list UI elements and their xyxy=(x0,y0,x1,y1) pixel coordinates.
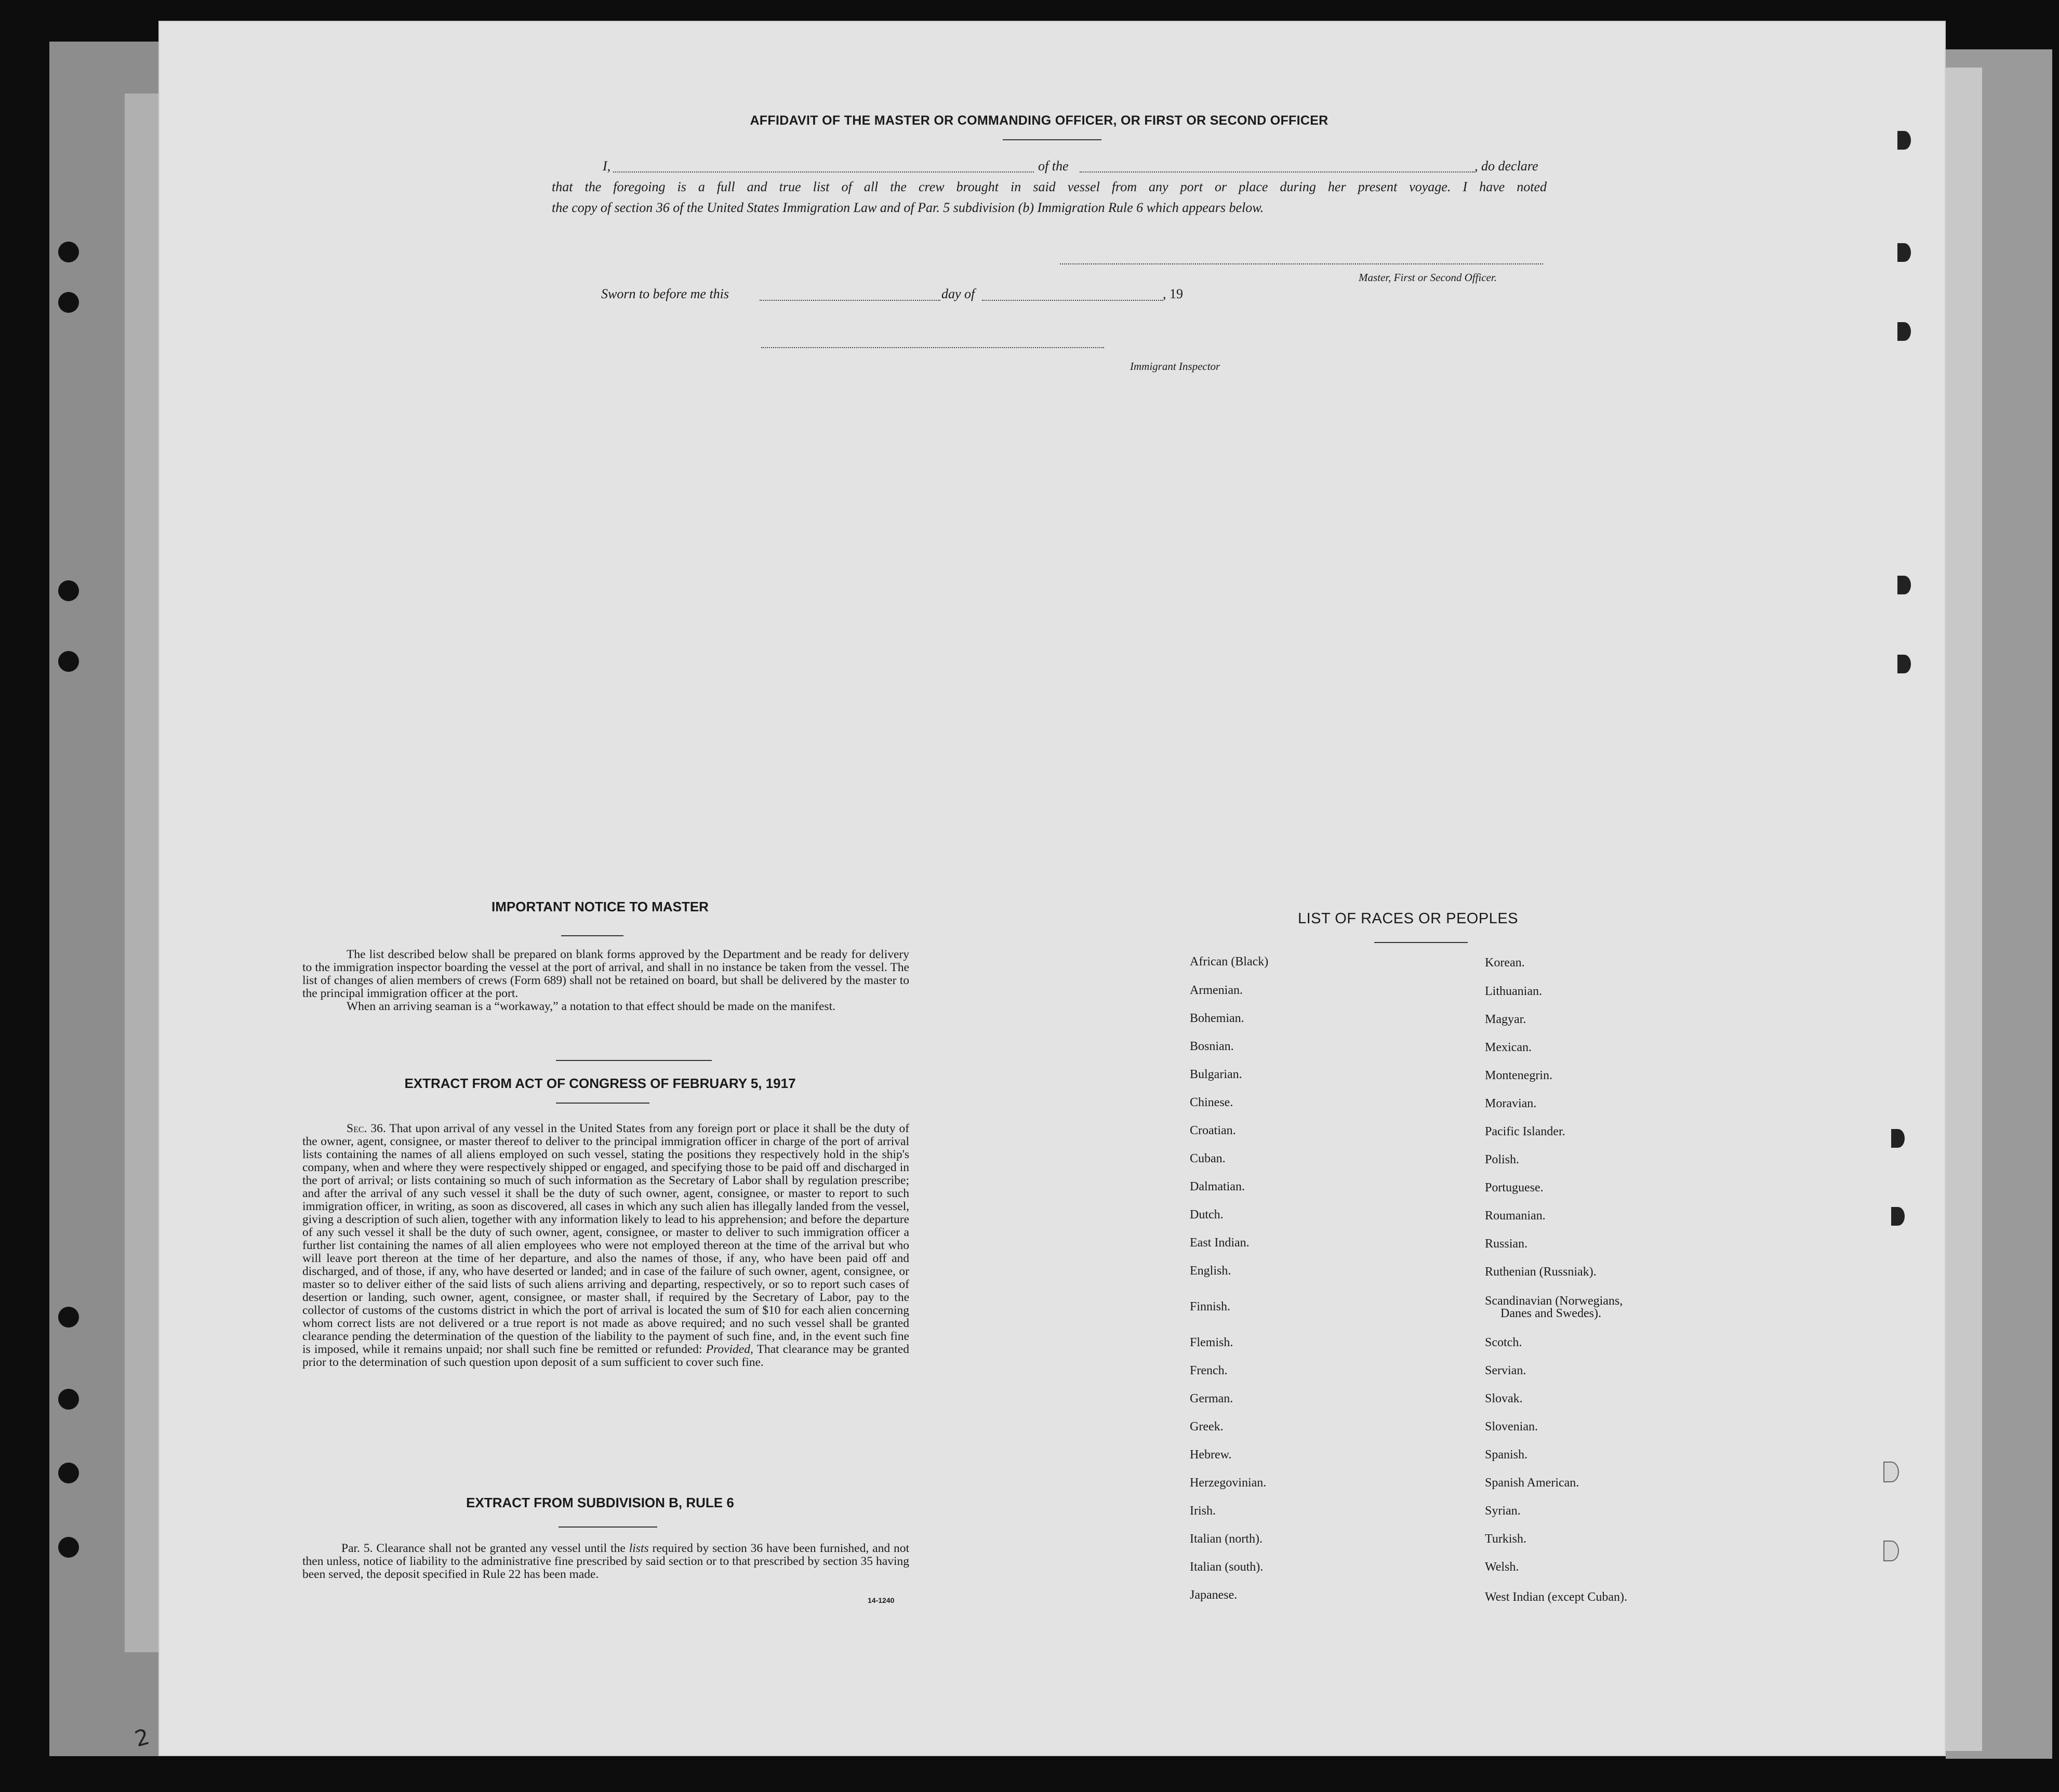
punch-hole xyxy=(1891,1129,1905,1148)
section-36-end: That clearance may be granted prior to the determination of such question upon deposit of a sum sufficient to cover such fine. xyxy=(302,1343,910,1369)
extract-rule-body xyxy=(302,1542,909,1581)
race-item: Italian (north). xyxy=(1190,1532,1263,1546)
punch-hole xyxy=(1897,243,1911,262)
master-name-line xyxy=(613,171,1034,172)
punch-hole xyxy=(1883,1541,1899,1561)
race-item: Bohemian. xyxy=(1190,1012,1244,1025)
race-item: Slovenian. xyxy=(1485,1420,1538,1433)
race-item: Herzegovinian. xyxy=(1190,1476,1267,1490)
punch-hole xyxy=(58,1537,79,1558)
scan-right-edge-inner xyxy=(1946,68,1982,1751)
extract-act-title: EXTRACT FROM ACT OF CONGRESS OF FEBRUARY 5, 1917 xyxy=(404,1076,796,1091)
affidavit-line-3: the copy of section 36 of the United States Immigration Law and of Par. 5 subdivision (b) Immigration Rule 6 which appears below. xyxy=(552,200,1264,215)
punch-hole xyxy=(58,1389,79,1410)
race-item: African (Black) xyxy=(1190,955,1269,968)
race-item: Magyar. xyxy=(1485,1013,1526,1026)
race-item: Dalmatian. xyxy=(1190,1180,1245,1193)
punch-hole xyxy=(1897,655,1911,673)
race-item: Slovak. xyxy=(1485,1392,1523,1405)
section-36-text xyxy=(302,1122,909,1369)
affidavit-declare-label: , do declare xyxy=(1474,158,1538,174)
race-item: Bosnian. xyxy=(1190,1040,1234,1053)
master-signature-line xyxy=(1060,263,1543,264)
inspector-signature-line xyxy=(761,347,1104,348)
margin-pencil-mark: 2 xyxy=(132,1723,152,1752)
sworn-day-line xyxy=(760,300,940,301)
affidavit-of-the-label: of the xyxy=(1038,158,1069,174)
rule-6-text xyxy=(302,1542,909,1581)
race-item: Mexican. xyxy=(1485,1041,1532,1054)
affidavit-line-2: that the foregoing is a full and true list of all the crew brought in said vessel from any port or place during her present voyage. I have noted xyxy=(552,179,1547,194)
extract-act-body xyxy=(302,1122,909,1369)
race-item: Polish. xyxy=(1485,1153,1520,1166)
punch-hole xyxy=(58,651,79,672)
race-item: Ruthenian (Russniak). xyxy=(1485,1265,1597,1279)
punch-hole xyxy=(58,292,79,313)
title-divider xyxy=(1003,139,1101,140)
race-item: Finnish. xyxy=(1190,1300,1231,1313)
section-36-body: That upon arrival of any vessel in the United States from any foreign port or place it shall be the duty of the owner, agent, consignee, or master thereof to deliver to the principal immigration officer in charge of the port of arrival lists containing the names of all aliens employed on such vessel, stating the positions they respectively hold in the ship's company, when and where they were respectively shipped or engaged, and specifying those to be paid off and discharged in the port of arrival; or lists containing so much of such information as the Secretary of Labor shall by regulation prescribe; and after the arrival of any such vessel it shall be the duty of such owner, agent, consignee, or master to report to such immigration officer, in writing, as soon as discovered, all cases in which any such alien has illegally landed from the vessel, giving a description of such alien, together with any information likely to lead to his apprehension; and before the departure of any such vessel it shall be the duty of such owner, agent, consignee, or master to deliver to such immigration officer a further list containing the names of all alien employees who were not employed thereon at the time of the arrival but who will leave port thereon at the time of her departure, and also the names of those, if any, who have been paid off and discharged, and of those, if any, who have deserted or landed; and in case of the failure of such owner, agent, consignee, or master so to deliver either of the said lists of such aliens arriving and departing, respectively, or so to report such cases of desertion or landing, such owner, agent, consignee, or master shall, if required by the Secretary of Labor, pay to the collector of customs of the customs district in which the port of arrival is located the sum of $10 for each alien concerning whom correct lists are not delivered or a true report is not made as above required; and no such vessel shall be granted clearance pending the determination of the question of the liability to the payment of such fine, and, in the event such fine is imposed, while it remains unpaid; nor shall such fine be remitted or refunded: xyxy=(302,1122,910,1356)
day-of-label: day of xyxy=(941,286,975,301)
punch-hole xyxy=(58,1307,79,1328)
section-label: Sec. 36. xyxy=(347,1122,386,1135)
extract-rule-title: EXTRACT FROM SUBDIVISION B, RULE 6 xyxy=(466,1495,734,1510)
race-item: Welsh. xyxy=(1485,1560,1519,1574)
race-item: Croatian. xyxy=(1190,1124,1236,1137)
race-item: Moravian. xyxy=(1485,1097,1537,1110)
race-item: Italian (south). xyxy=(1190,1560,1264,1574)
race-item: West Indian (except Cuban). xyxy=(1485,1590,1627,1604)
vessel-name-line xyxy=(1080,171,1474,172)
race-item: Pacific Islander. xyxy=(1485,1125,1565,1138)
race-item: Flemish. xyxy=(1190,1336,1233,1349)
punch-hole xyxy=(58,1463,79,1483)
notice-end-divider xyxy=(556,1060,712,1061)
master-caption: Master, First or Second Officer. xyxy=(1359,271,1497,284)
races-title: LIST OF RACES OR PEOPLES xyxy=(1297,910,1519,927)
rule-6-text-a: Par. 5. Clearance shall not be granted any vessel until the xyxy=(341,1542,626,1555)
provided-word: Provided, xyxy=(706,1343,753,1356)
race-item: Portuguese. xyxy=(1485,1181,1544,1194)
punch-hole xyxy=(58,242,79,262)
race-item: Russian. xyxy=(1485,1237,1528,1251)
race-item: English. xyxy=(1190,1264,1231,1278)
rule-6-text-b: required by section 36 have been furnished, and not then unless, notice of liability to the administrative fine prescribed by said section or to that prescribed by section 35 having been served, the deposit specified in Rule 22 has been made. xyxy=(302,1542,910,1581)
notice-paragraph-1: The list described below shall be prepared on blank forms approved by the Department and be ready for delivery to the immigration inspector boarding the vessel at the port of arrival, and shall in no instance be taken from the vessel. The list of changes of alien members of crews (Form 689) shall not be retained on board, but shall be delivered by the master to the principal immigration officer at the port. xyxy=(302,948,909,1000)
race-item: Greek. xyxy=(1190,1420,1224,1433)
notice-title: IMPORTANT NOTICE TO MASTER xyxy=(491,899,709,914)
notice-body xyxy=(302,948,909,1013)
races-divider xyxy=(1374,942,1468,943)
race-item: Spanish American. xyxy=(1485,1476,1579,1490)
race-item: Scandinavian (Norwegians, Danes and Swedes). xyxy=(1485,1294,1623,1320)
punch-hole xyxy=(1897,576,1911,594)
sworn-label: Sworn to before me this xyxy=(601,286,729,301)
race-item: Lithuanian. xyxy=(1485,985,1542,998)
punch-hole xyxy=(1891,1207,1905,1226)
extract-rule-divider xyxy=(559,1526,657,1528)
sworn-month-line xyxy=(982,300,1163,301)
race-item: Dutch. xyxy=(1190,1208,1224,1222)
race-item: Hebrew. xyxy=(1190,1448,1232,1462)
lists-word: lists xyxy=(629,1542,649,1555)
race-item: Roumanian. xyxy=(1485,1209,1546,1223)
race-item: Servian. xyxy=(1485,1364,1526,1377)
form-number: 14-1240 xyxy=(868,1596,895,1604)
affidavit-title: AFFIDAVIT OF THE MASTER OR COMMANDING OFFICER, OR FIRST OR SECOND OFFICER xyxy=(750,113,1329,128)
notice-paragraph-2: When an arriving seaman is a “workaway,” a notation to that effect should be made on the manifest. xyxy=(347,1000,835,1013)
punch-hole xyxy=(1897,131,1911,150)
punch-hole xyxy=(58,580,79,601)
punch-hole xyxy=(1883,1462,1899,1482)
race-item: Irish. xyxy=(1190,1504,1216,1518)
race-item: French. xyxy=(1190,1364,1228,1377)
race-item: Scotch. xyxy=(1485,1336,1522,1349)
race-item: Turkish. xyxy=(1485,1532,1526,1546)
race-item: Japanese. xyxy=(1190,1588,1238,1602)
race-item: Cuban. xyxy=(1190,1152,1226,1165)
race-item: Chinese. xyxy=(1190,1096,1233,1109)
race-item: Korean. xyxy=(1485,956,1525,970)
year-label: , 19 xyxy=(1163,286,1183,301)
notice-divider xyxy=(561,935,623,936)
race-item: East Indian. xyxy=(1190,1236,1250,1250)
race-item: Syrian. xyxy=(1485,1504,1521,1518)
extract-act-divider xyxy=(556,1103,649,1104)
race-item: Armenian. xyxy=(1190,984,1243,997)
race-item: Montenegrin. xyxy=(1485,1069,1552,1082)
race-item: Bulgarian. xyxy=(1190,1068,1242,1081)
race-item: Spanish. xyxy=(1485,1448,1528,1462)
inspector-caption: Immigrant Inspector xyxy=(1130,360,1220,373)
affidavit-i-label: I, xyxy=(603,158,611,174)
race-item: German. xyxy=(1190,1392,1233,1405)
punch-hole xyxy=(1897,322,1911,341)
